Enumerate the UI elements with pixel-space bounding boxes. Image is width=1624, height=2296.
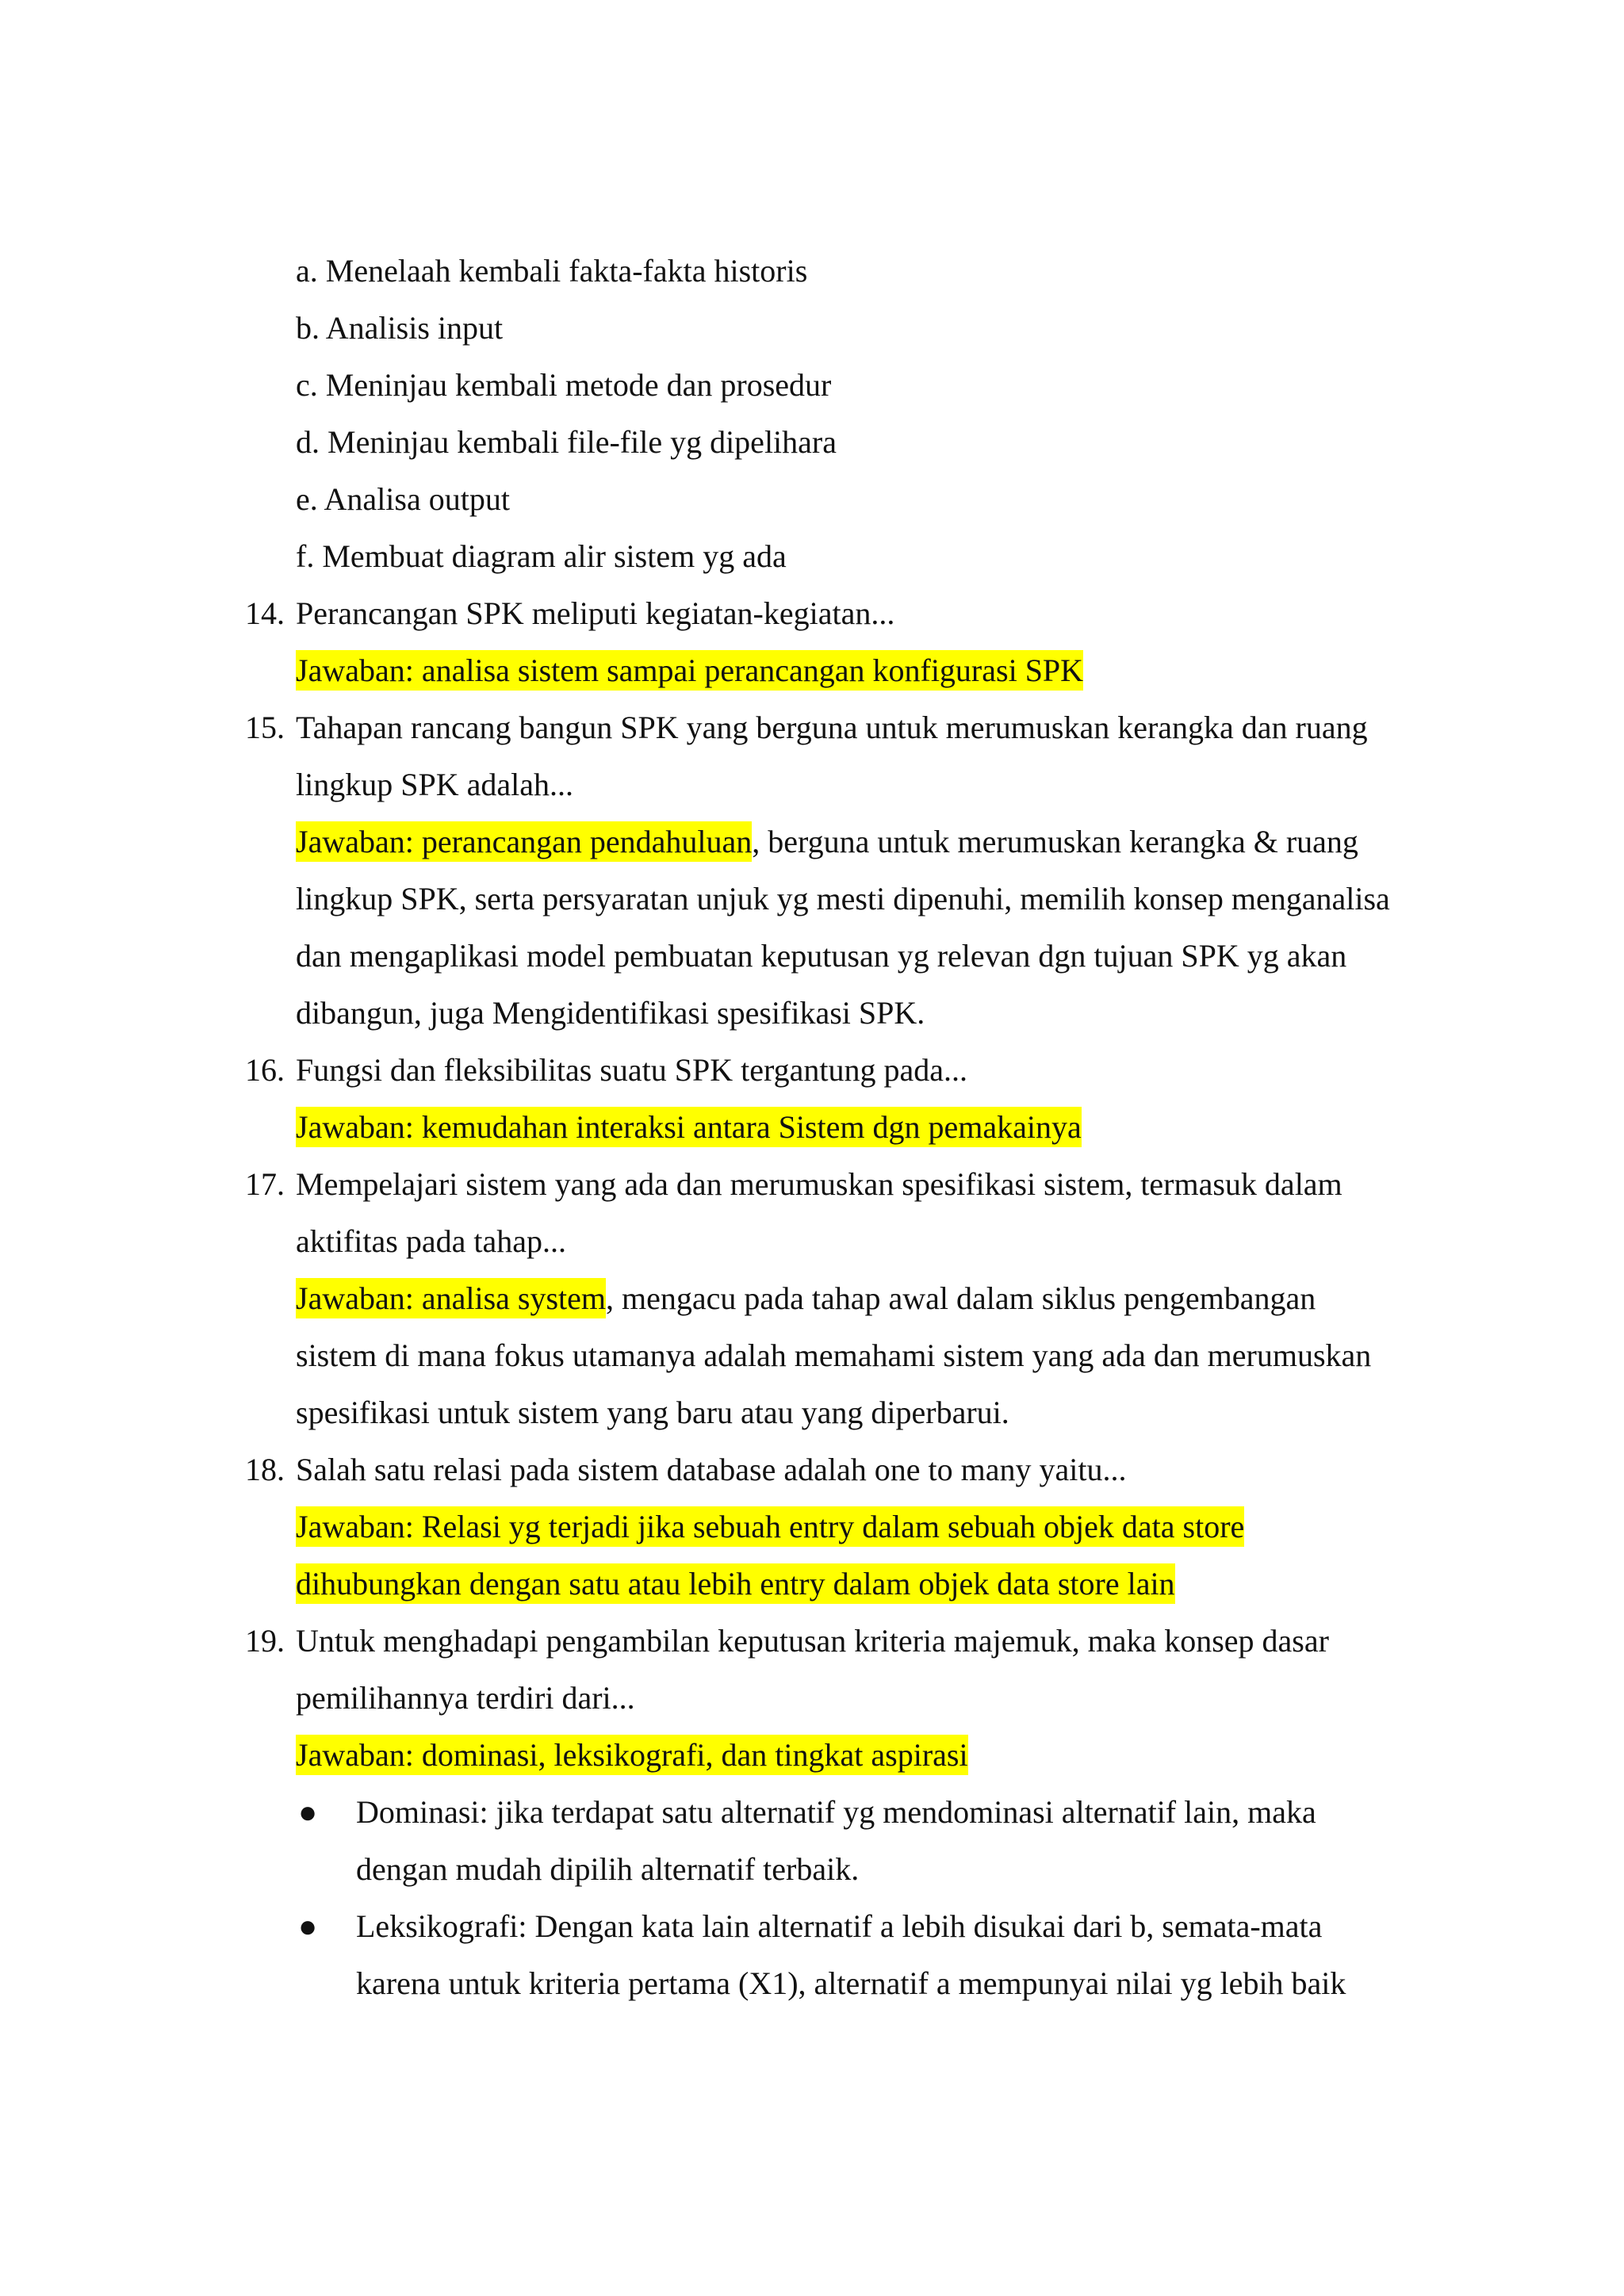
question-number: 14. xyxy=(245,595,285,631)
answer-14 xyxy=(0,642,1624,699)
question-16 xyxy=(0,1042,1624,1099)
question-text: Mempelajari sistem yang ada dan merumuskan spesifikasi sistem, termasuk dalam xyxy=(296,1166,1342,1202)
question-text: Untuk menghadapi pengambilan keputusan kriteria majemuk, maka konsep dasar xyxy=(296,1623,1329,1659)
answer-15: Jawaban: perancangan pendahuluan, berguna untuk merumuskan kerangka & ruang xyxy=(0,813,1624,871)
sub-item-c: c. Meninjau kembali metode dan prosedur xyxy=(296,367,832,403)
question-14 xyxy=(0,585,1624,642)
question-17 xyxy=(0,1156,1624,1213)
bullet-item-leksikografi: ● Leksikografi: Dengan kata lain alternatif a lebih disukai dari b, semata-mata xyxy=(0,1898,1624,1955)
answer-15-cont: dan mengaplikasi model pembuatan keputusan yg relevan dgn tujuan SPK yg akan xyxy=(296,938,1347,974)
highlighted-answer: dihubungkan dengan satu atau lebih entry dalam objek data store lain xyxy=(296,1563,1175,1604)
question-number: 19. xyxy=(245,1623,285,1659)
answer-19 xyxy=(0,1727,1624,1784)
question-18 xyxy=(0,1441,1624,1498)
question-number: 16. xyxy=(245,1052,285,1088)
question-15 xyxy=(0,699,1624,756)
bullet-icon: ● xyxy=(298,1794,318,1830)
answer-18 xyxy=(0,1498,1624,1556)
bullet-item-dominasi: ● Dominasi: jika terdapat satu alternatif yg mendominasi alternatif lain, maka xyxy=(0,1784,1624,1841)
answer-15-cont: lingkup SPK, serta persyaratan unjuk yg mesti dipenuhi, memilih konsep menganalisa xyxy=(296,881,1390,916)
question-number: 18. xyxy=(245,1452,285,1487)
answer-15-cont: dibangun, juga Mengidentifikasi spesifikasi SPK. xyxy=(296,995,925,1031)
highlighted-answer: Jawaban: Relasi yg terjadi jika sebuah entry dalam sebuah objek data store xyxy=(296,1506,1244,1547)
question-17-cont: aktifitas pada tahap... xyxy=(296,1223,566,1259)
sub-item-f: f. Membuat diagram alir sistem yg ada xyxy=(296,538,787,574)
answer-17: Jawaban: analisa system, mengacu pada tahap awal dalam siklus pengembangan xyxy=(0,1270,1624,1327)
question-text: Salah satu relasi pada sistem database adalah one to many yaitu... xyxy=(296,1452,1127,1487)
answer-18-cont xyxy=(0,1556,1624,1613)
sub-item-a: a. Menelaah kembali fakta-fakta historis xyxy=(296,253,808,289)
highlighted-answer: Jawaban: analisa sistem sampai perancangan konfigurasi SPK xyxy=(296,650,1083,691)
bullet-item-cont: karena untuk kriteria pertama (X1), alternatif a mempunyai nilai yg lebih baik xyxy=(356,1965,1346,2001)
highlighted-answer: Jawaban: dominasi, leksikografi, dan tingkat aspirasi xyxy=(296,1735,968,1775)
highlighted-answer: Jawaban: kemudahan interaksi antara Sistem dgn pemakainya xyxy=(296,1107,1082,1147)
highlighted-answer: Jawaban: analisa system xyxy=(296,1278,606,1318)
question-15-cont: lingkup SPK adalah... xyxy=(296,767,573,802)
bullet-icon: ● xyxy=(298,1908,318,1944)
question-number: 15. xyxy=(245,710,285,745)
sub-item-d: d. Meninjau kembali file-file yg dipelihara xyxy=(296,424,837,460)
question-19-cont: pemilihannya terdiri dari... xyxy=(296,1680,635,1716)
document-page xyxy=(0,243,1624,2012)
highlighted-answer: Jawaban: perancangan pendahuluan xyxy=(296,821,752,862)
question-text: Perancangan SPK meliputi kegiatan-kegiatan... xyxy=(296,595,895,631)
answer-17-cont: spesifikasi untuk sistem yang baru atau yang diperbarui. xyxy=(296,1395,1009,1430)
answer-17-cont: sistem di mana fokus utamanya adalah memahami sistem yang ada dan merumuskan xyxy=(296,1337,1372,1373)
question-text: Fungsi dan fleksibilitas suatu SPK tergantung pada... xyxy=(296,1052,967,1088)
question-19 xyxy=(0,1613,1624,1670)
bullet-item-cont: dengan mudah dipilih alternatif terbaik. xyxy=(356,1851,860,1887)
sub-item-e: e. Analisa output xyxy=(296,481,510,517)
question-number: 17. xyxy=(245,1166,285,1202)
sub-item-b: b. Analisis input xyxy=(296,310,504,346)
answer-16 xyxy=(0,1099,1624,1156)
question-text: Tahapan rancang bangun SPK yang berguna untuk merumuskan kerangka dan ruang xyxy=(296,710,1368,745)
